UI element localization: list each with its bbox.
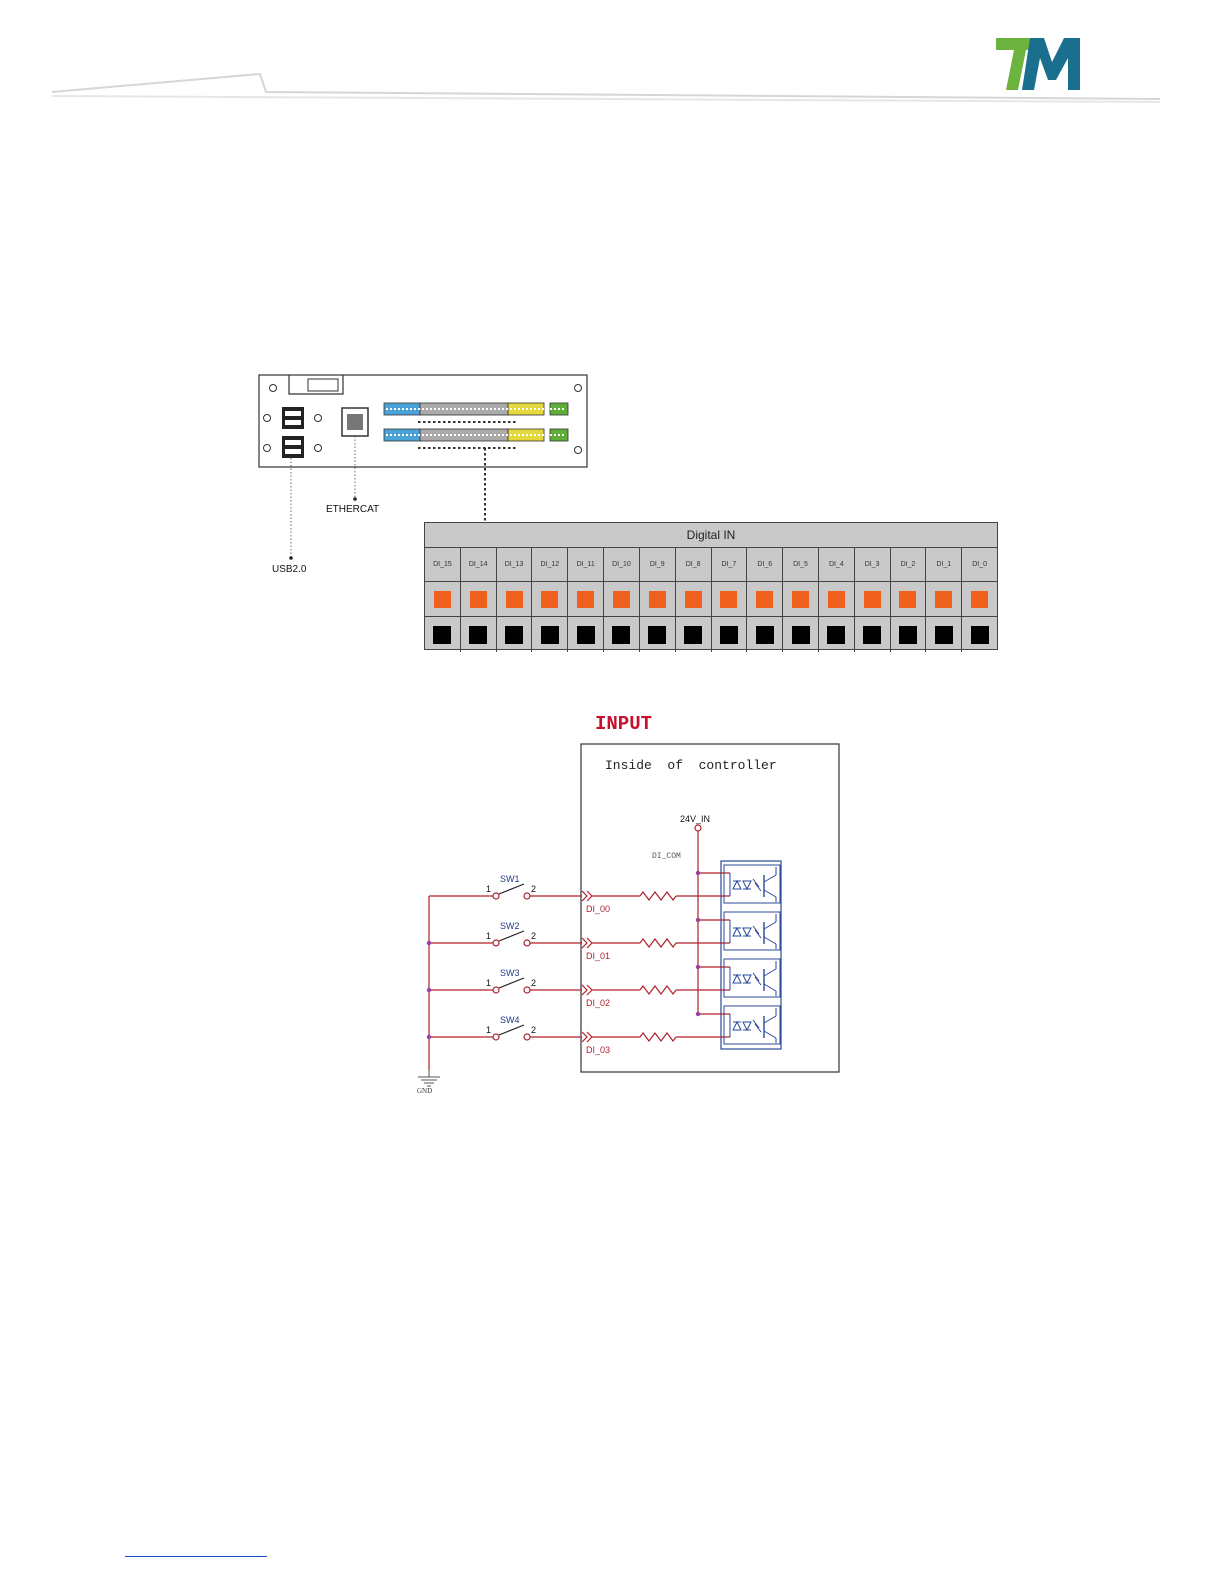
- switch-name-label: SW2: [500, 921, 520, 931]
- terminal-column: [891, 548, 927, 652]
- connector-arrow-icon: [582, 1032, 587, 1042]
- channel-label: DI_5: [783, 548, 818, 582]
- ground-icon: [418, 1077, 440, 1086]
- switch-pin1-label: 1: [486, 884, 492, 894]
- input-label: DI_03: [586, 1045, 611, 1055]
- channel-label: DI_2: [891, 548, 926, 582]
- junction-dot: [696, 871, 700, 875]
- switch-icon: [499, 978, 524, 988]
- junction-dot: [427, 988, 431, 992]
- junction-dot: [696, 1012, 700, 1016]
- junction-dot: [696, 965, 700, 969]
- terminal-column: [640, 548, 676, 652]
- ground-terminal-icon: [684, 626, 702, 644]
- schematic-title: INPUT: [595, 713, 653, 735]
- signal-terminal-icon: [434, 591, 451, 608]
- terminal-column: [962, 548, 997, 652]
- input-schematic: [400, 705, 860, 1100]
- switch-pin1-label: 1: [486, 1025, 492, 1035]
- ground-terminal-icon: [648, 626, 666, 644]
- signal-terminal-icon: [971, 591, 988, 608]
- resistor-icon: [640, 892, 676, 900]
- input-label: DI_01: [586, 951, 611, 961]
- channel-label: DI_6: [747, 548, 782, 582]
- signal-terminal-icon: [756, 591, 773, 608]
- signal-terminal-icon: [541, 591, 558, 608]
- switch-row: [427, 1006, 780, 1055]
- optocoupler-icon: [724, 1006, 780, 1044]
- signal-terminal-icon: [935, 591, 952, 608]
- common-label: DI_COM: [652, 852, 681, 861]
- ground-terminal-icon: [720, 626, 738, 644]
- signal-terminal-icon: [864, 591, 881, 608]
- channel-label: DI_1: [926, 548, 961, 582]
- channel-label: DI_8: [676, 548, 711, 582]
- digital-in-title: Digital IN: [425, 523, 997, 548]
- switch-icon: [499, 931, 524, 941]
- connector-arrow-icon: [582, 891, 587, 901]
- switch-pin2-label: 2: [531, 931, 537, 941]
- ground-label: GND: [417, 1087, 433, 1095]
- junction-dot: [427, 1035, 431, 1039]
- terminal-column: [676, 548, 712, 652]
- terminal-column: [712, 548, 748, 652]
- ground-terminal-icon: [935, 626, 953, 644]
- power-label: 24V_IN: [680, 814, 711, 824]
- ground-terminal-icon: [541, 626, 559, 644]
- optocoupler-icon: [724, 959, 780, 997]
- ground-terminal-icon: [863, 626, 881, 644]
- ethercat-label: ETHERCAT: [326, 504, 380, 515]
- signal-terminal-icon: [506, 591, 523, 608]
- ground-terminal-icon: [612, 626, 630, 644]
- terminal-column: [783, 548, 819, 652]
- junction-dot: [427, 941, 431, 945]
- signal-terminal-icon: [899, 591, 916, 608]
- switch-icon: [499, 1025, 524, 1035]
- digital-in-grid: [425, 548, 997, 652]
- junction-dot: [696, 918, 700, 922]
- channel-label: DI_15: [425, 548, 460, 582]
- ground-terminal-icon: [792, 626, 810, 644]
- switch-row: [427, 959, 780, 1008]
- switch-pin2-label: 2: [531, 884, 537, 894]
- digital-in-terminal: [424, 522, 998, 650]
- ethernet-port-icon: [342, 408, 368, 436]
- ground-terminal-icon: [971, 626, 989, 644]
- input-label: DI_00: [586, 904, 611, 914]
- terminal-column: [855, 548, 891, 652]
- controller-box-label: Inside of controller: [605, 758, 777, 773]
- signal-terminal-icon: [649, 591, 666, 608]
- terminal-column: [532, 548, 568, 652]
- ground-terminal-icon: [577, 626, 595, 644]
- signal-terminal-icon: [828, 591, 845, 608]
- input-label: DI_02: [586, 998, 611, 1008]
- switch-pin2-label: 2: [531, 978, 537, 988]
- switch-row: [427, 912, 780, 961]
- signal-terminal-icon: [470, 591, 487, 608]
- optocoupler-icon: [724, 865, 780, 903]
- signal-terminal-icon: [577, 591, 594, 608]
- channel-label: DI_4: [819, 548, 854, 582]
- channel-label: DI_12: [532, 548, 567, 582]
- resistor-icon: [640, 1033, 676, 1041]
- switch-name-label: SW4: [500, 1015, 520, 1025]
- switch-row: [429, 865, 780, 914]
- terminal-column: [747, 548, 783, 652]
- channel-label: DI_3: [855, 548, 890, 582]
- switch-pin1-label: 1: [486, 978, 492, 988]
- channel-label: DI_11: [568, 548, 603, 582]
- resistor-icon: [640, 986, 676, 994]
- footer-link-underline[interactable]: [125, 1556, 267, 1557]
- switch-rows: [427, 865, 780, 1055]
- channel-label: DI_7: [712, 548, 747, 582]
- terminal-column: [568, 548, 604, 652]
- switch-name-label: SW3: [500, 968, 520, 978]
- connector-arrow-icon: [582, 938, 587, 948]
- signal-terminal-icon: [792, 591, 809, 608]
- tm-logo: [994, 36, 1084, 94]
- connector-arrow-icon: [582, 985, 587, 995]
- switch-icon: [499, 884, 524, 894]
- terminal-column: [425, 548, 461, 652]
- optocoupler-icon: [724, 912, 780, 950]
- switch-name-label: SW1: [500, 874, 520, 884]
- controller-box: [581, 744, 839, 1072]
- channel-label: DI_14: [461, 548, 496, 582]
- ground-terminal-icon: [505, 626, 523, 644]
- terminal-column: [604, 548, 640, 652]
- channel-label: DI_10: [604, 548, 639, 582]
- usb-label: USB2.0: [272, 564, 307, 575]
- channel-label: DI_13: [497, 548, 532, 582]
- terminal-column: [819, 548, 855, 652]
- channel-label: DI_0: [962, 548, 997, 582]
- signal-terminal-icon: [720, 591, 737, 608]
- signal-terminal-icon: [685, 591, 702, 608]
- terminal-column: [461, 548, 497, 652]
- terminal-column: [926, 548, 962, 652]
- ground-terminal-icon: [433, 626, 451, 644]
- terminal-column: [497, 548, 533, 652]
- ground-terminal-icon: [756, 626, 774, 644]
- switch-pin1-label: 1: [486, 931, 492, 941]
- resistor-icon: [640, 939, 676, 947]
- ground-terminal-icon: [899, 626, 917, 644]
- channel-label: DI_9: [640, 548, 675, 582]
- switch-pin2-label: 2: [531, 1025, 537, 1035]
- ground-terminal-icon: [469, 626, 487, 644]
- signal-terminal-icon: [613, 591, 630, 608]
- ground-terminal-icon: [827, 626, 845, 644]
